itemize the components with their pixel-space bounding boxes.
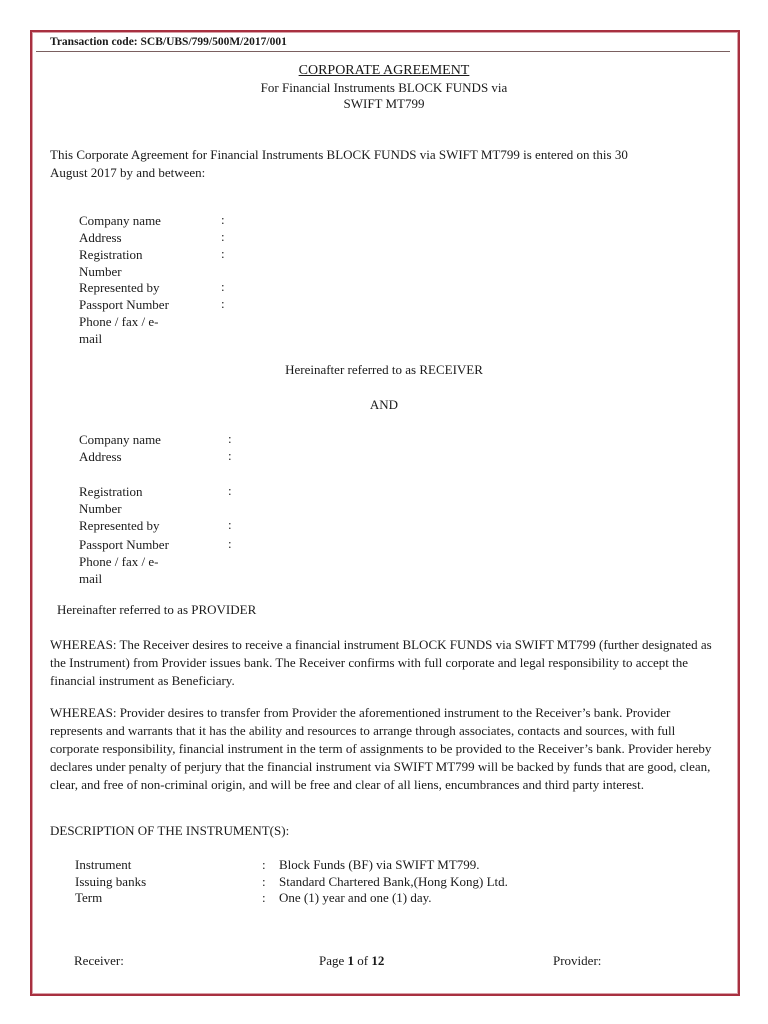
document-subtitle-line1: For Financial Instruments BLOCK FUNDS via — [260, 80, 508, 95]
provider-registration-colon: : — [228, 483, 232, 498]
transaction-code: Transaction code: SCB/UBS/799/500M/2017/001 — [50, 36, 287, 48]
provider-address-colon: : — [228, 448, 232, 463]
provider-passport-label: Passport Number — [79, 537, 169, 552]
intro-paragraph: This Corporate Agreement for Financial Instruments BLOCK FUNDS via SWIFT MT799 is entered on this 30 August 2017 by and between: — [50, 147, 628, 180]
receiver-registration-label: Registration Number — [79, 247, 143, 279]
whereas-provider-paragraph: WHEREAS: Provider desires to transfer from Provider the aforementioned instrument to the Receiver’s bank. Provider represents and warrants that it has the ability and resources to arrange through associates, contacts and sources, with full corporate responsibility, financial instrument in the term of assignments to be provided to the Receiver’s bank. Provider hereby declares under penalty of perjury that the financial instrument via SWIFT MT799 will be backed by funds that are good, clean, clear, and free of non-criminal origin, and will be free and clear of all liens, encumbrances and third party interest. — [50, 705, 712, 792]
receiver-address-colon: : — [221, 229, 225, 244]
provider-represented-colon: : — [228, 517, 232, 532]
footer-receiver: Receiver: — [74, 953, 124, 968]
document-subtitle-line2: SWIFT MT799 — [343, 96, 425, 111]
receiver-company-colon: : — [221, 212, 225, 227]
receiver-passport-colon: : — [221, 296, 225, 311]
instrument-value: Block Funds (BF) via SWIFT MT799. — [279, 857, 480, 872]
instrument-colon: : — [262, 857, 266, 872]
header-rule — [36, 51, 730, 52]
provider-company-label: Company name — [79, 432, 161, 447]
description-heading: DESCRIPTION OF THE INSTRUMENT(S): — [50, 823, 290, 838]
provider-passport-colon: : — [228, 536, 232, 551]
receiver-represented-label: Represented by — [79, 280, 160, 295]
receiver-contact-label: Phone / fax / e-mail — [79, 314, 159, 346]
receiver-address-label: Address — [79, 230, 122, 245]
provider-reference: Hereinafter referred to as PROVIDER — [57, 602, 257, 617]
page-total: 12 — [371, 953, 385, 968]
provider-registration-label: Registration Number — [79, 484, 143, 516]
receiver-passport-label: Passport Number — [79, 297, 169, 312]
issuing-banks-label: Issuing banks — [75, 874, 147, 889]
issuing-banks-colon: : — [262, 874, 266, 889]
footer-provider: Provider: — [553, 953, 602, 968]
page-current: 1 — [347, 953, 355, 968]
page-word: Page — [319, 953, 345, 968]
and-separator: AND — [369, 397, 399, 412]
term-colon: : — [262, 890, 266, 905]
receiver-company-label: Company name — [79, 213, 161, 228]
provider-represented-label: Represented by — [79, 518, 160, 533]
term-value: One (1) year and one (1) day. — [279, 890, 432, 905]
issuing-banks-value: Standard Chartered Bank,(Hong Kong) Ltd. — [279, 874, 508, 889]
receiver-reference: Hereinafter referred to as RECEIVER — [285, 362, 483, 377]
whereas-receiver-paragraph: WHEREAS: The Receiver desires to receive a financial instrument BLOCK FUNDS via SWIFT MT799 (further designated as the Instrument) from Provider issues bank. The Receiver confirms with full corporate and legal responsibility to accept the financial instrument as Beneficiary. — [50, 637, 712, 688]
provider-company-colon: : — [228, 431, 232, 446]
document-title: CORPORATE AGREEMENT — [298, 63, 470, 78]
provider-contact-label: Phone / fax / e-mail — [79, 554, 159, 586]
footer-page-number — [319, 953, 384, 969]
of-word: of — [357, 953, 369, 968]
instrument-label: Instrument — [75, 857, 132, 872]
term-label: Term — [75, 890, 103, 905]
provider-address-label: Address — [79, 449, 122, 464]
receiver-represented-colon: : — [221, 279, 225, 294]
receiver-registration-colon: : — [221, 246, 225, 261]
